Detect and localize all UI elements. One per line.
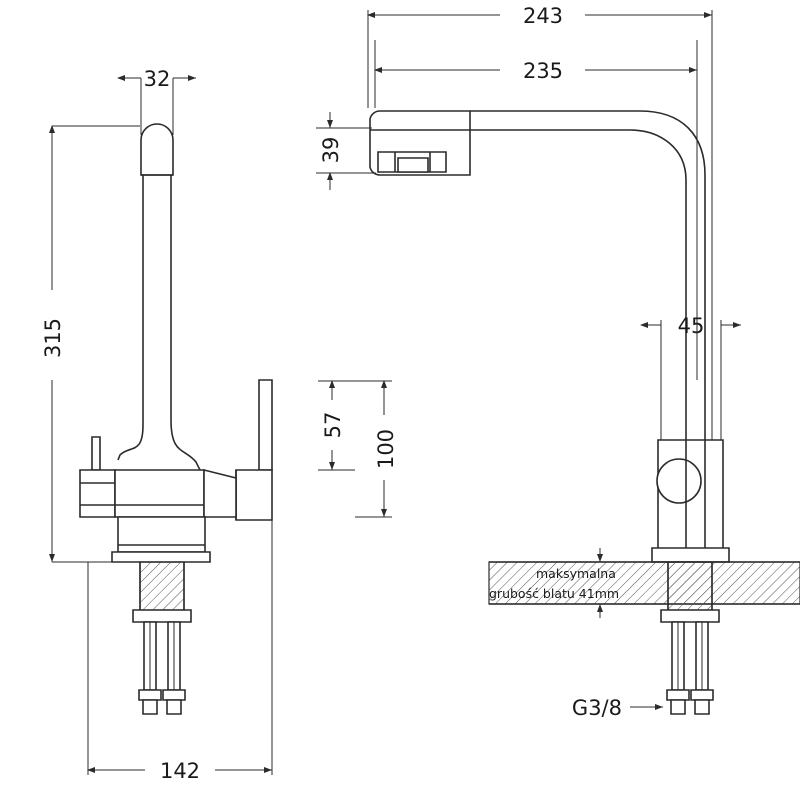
- note-countertop-line-2: grubość blatu 41mm: [489, 586, 620, 601]
- dim-spout-head-width: 32: [143, 67, 171, 91]
- dim-thread-size: G3/8: [571, 696, 622, 720]
- right-view-faucet: [370, 111, 800, 714]
- dim-base-width: 142: [159, 759, 201, 783]
- dim-body-width: 45: [677, 314, 705, 338]
- dim-lever-projection: 100: [374, 428, 398, 470]
- left-view-dimensions: [41, 67, 398, 783]
- dim-total-height: 315: [41, 317, 65, 359]
- dim-lever-height: 57: [321, 411, 345, 439]
- note-countertop-line-1: maksymalna: [536, 566, 616, 581]
- dim-spout-reach: 235: [522, 59, 564, 83]
- left-view-faucet: [80, 124, 272, 714]
- dim-overall-reach: 243: [522, 4, 564, 28]
- dim-spout-head-height: 39: [319, 136, 343, 164]
